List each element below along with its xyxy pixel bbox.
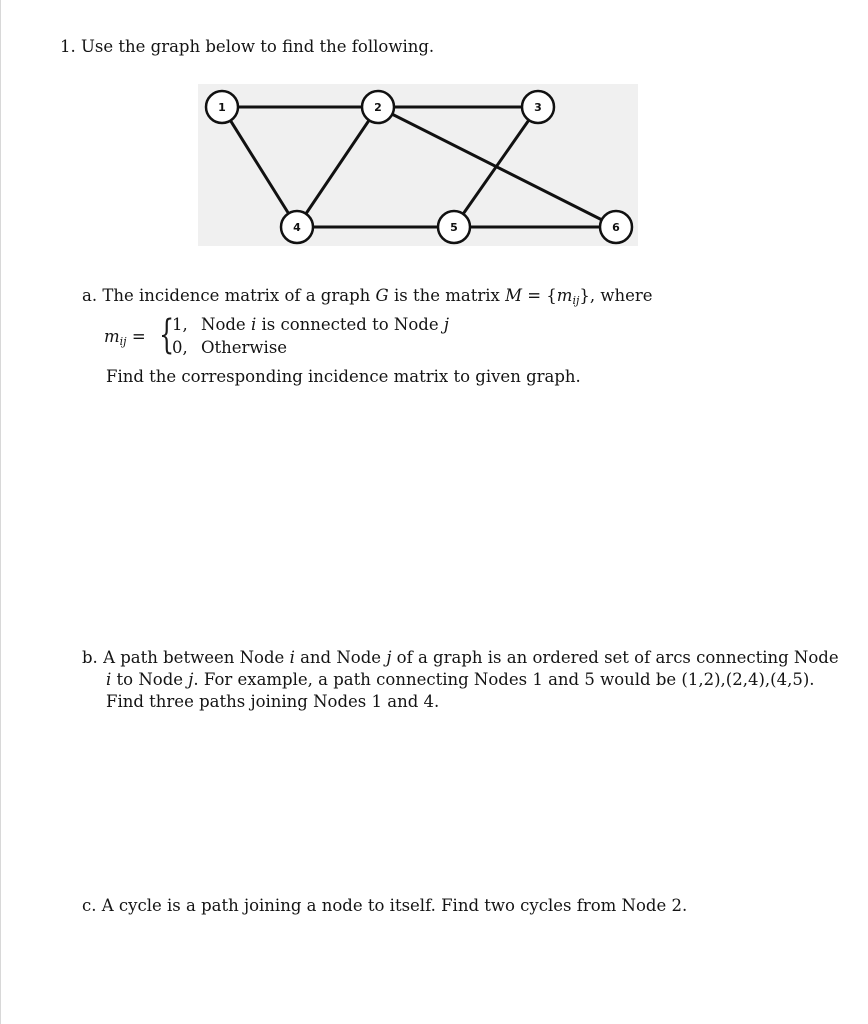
part-c-text bbox=[82, 895, 687, 917]
graph-nodes bbox=[206, 91, 632, 243]
math-var: i bbox=[106, 670, 112, 689]
part-a-definition bbox=[82, 285, 653, 312]
part-b-line-2 bbox=[106, 669, 815, 691]
node-label: 6 bbox=[612, 221, 620, 234]
math-var: G bbox=[375, 286, 389, 305]
math-subscript: ij bbox=[119, 335, 127, 348]
part-b-text: of a graph is an ordered set of arcs connecting Node bbox=[391, 648, 839, 667]
page-edge bbox=[0, 0, 1, 1024]
part-b-text: to Node bbox=[111, 670, 189, 689]
question-intro: Use the graph below to find the following. bbox=[81, 37, 435, 56]
definition-lhs bbox=[104, 326, 146, 353]
part-b-text: and Node bbox=[294, 648, 387, 667]
math-var: i bbox=[289, 648, 295, 667]
math-var: m bbox=[104, 327, 120, 346]
part-b-label: b. bbox=[82, 648, 98, 667]
definition-case-2 bbox=[172, 337, 287, 359]
part-b-text: . For example, a path connecting Nodes 1 and 5 would be (1,2),(2,4),(4,5). bbox=[193, 670, 815, 689]
math-var: j bbox=[188, 670, 194, 689]
equals-sign: = bbox=[131, 327, 146, 346]
node-label: 4 bbox=[293, 221, 301, 234]
edge-2-4 bbox=[297, 107, 378, 227]
part-a-text: The incidence matrix of a graph bbox=[102, 286, 376, 305]
node-3 bbox=[522, 91, 554, 123]
node-label: 2 bbox=[374, 101, 382, 114]
case-text: Otherwise bbox=[201, 338, 288, 357]
math-var: M bbox=[505, 286, 522, 305]
part-b-line-1 bbox=[82, 647, 839, 669]
node-label: 3 bbox=[534, 101, 542, 114]
graph-svg bbox=[198, 84, 638, 246]
part-b-text: A path between Node bbox=[103, 648, 290, 667]
math-var: j bbox=[386, 648, 392, 667]
node-1 bbox=[206, 91, 238, 123]
math-subscript: ij bbox=[572, 294, 580, 307]
math-var: i bbox=[250, 315, 257, 334]
graph-figure bbox=[198, 84, 638, 246]
question-number: 1. bbox=[60, 37, 76, 56]
node-6 bbox=[600, 211, 632, 243]
node-5 bbox=[438, 211, 470, 243]
part-a-text: = { bbox=[521, 286, 557, 305]
part-a-label: a. bbox=[82, 286, 98, 305]
case-text: is connected to Node bbox=[256, 315, 444, 334]
graph-edges bbox=[222, 107, 616, 227]
part-a-instruction: Find the corresponding incidence matrix to given graph. bbox=[106, 367, 581, 386]
brace-symbol: { bbox=[159, 312, 175, 358]
math-var: j bbox=[443, 315, 449, 334]
case-value: 1, bbox=[172, 315, 188, 334]
case-text: Node bbox=[201, 315, 251, 334]
edge-1-4 bbox=[222, 107, 297, 227]
math-var: m bbox=[556, 286, 573, 305]
node-label: 5 bbox=[450, 221, 458, 234]
node-label: 1 bbox=[218, 101, 226, 114]
part-a-text: is the matrix bbox=[388, 286, 506, 305]
part-b-line-3: Find three paths joining Nodes 1 and 4. bbox=[106, 692, 440, 711]
definition-case-1 bbox=[172, 314, 449, 336]
node-4 bbox=[281, 211, 313, 243]
case-value: 0, bbox=[172, 338, 188, 357]
question-heading bbox=[60, 36, 434, 58]
node-2 bbox=[362, 91, 394, 123]
part-a-text: }, where bbox=[579, 286, 653, 305]
part-c-body: A cycle is a path joining a node to itself. Find two cycles from Node 2. bbox=[101, 896, 688, 915]
edge-3-5 bbox=[454, 107, 538, 227]
part-c-label: c. bbox=[82, 896, 97, 915]
